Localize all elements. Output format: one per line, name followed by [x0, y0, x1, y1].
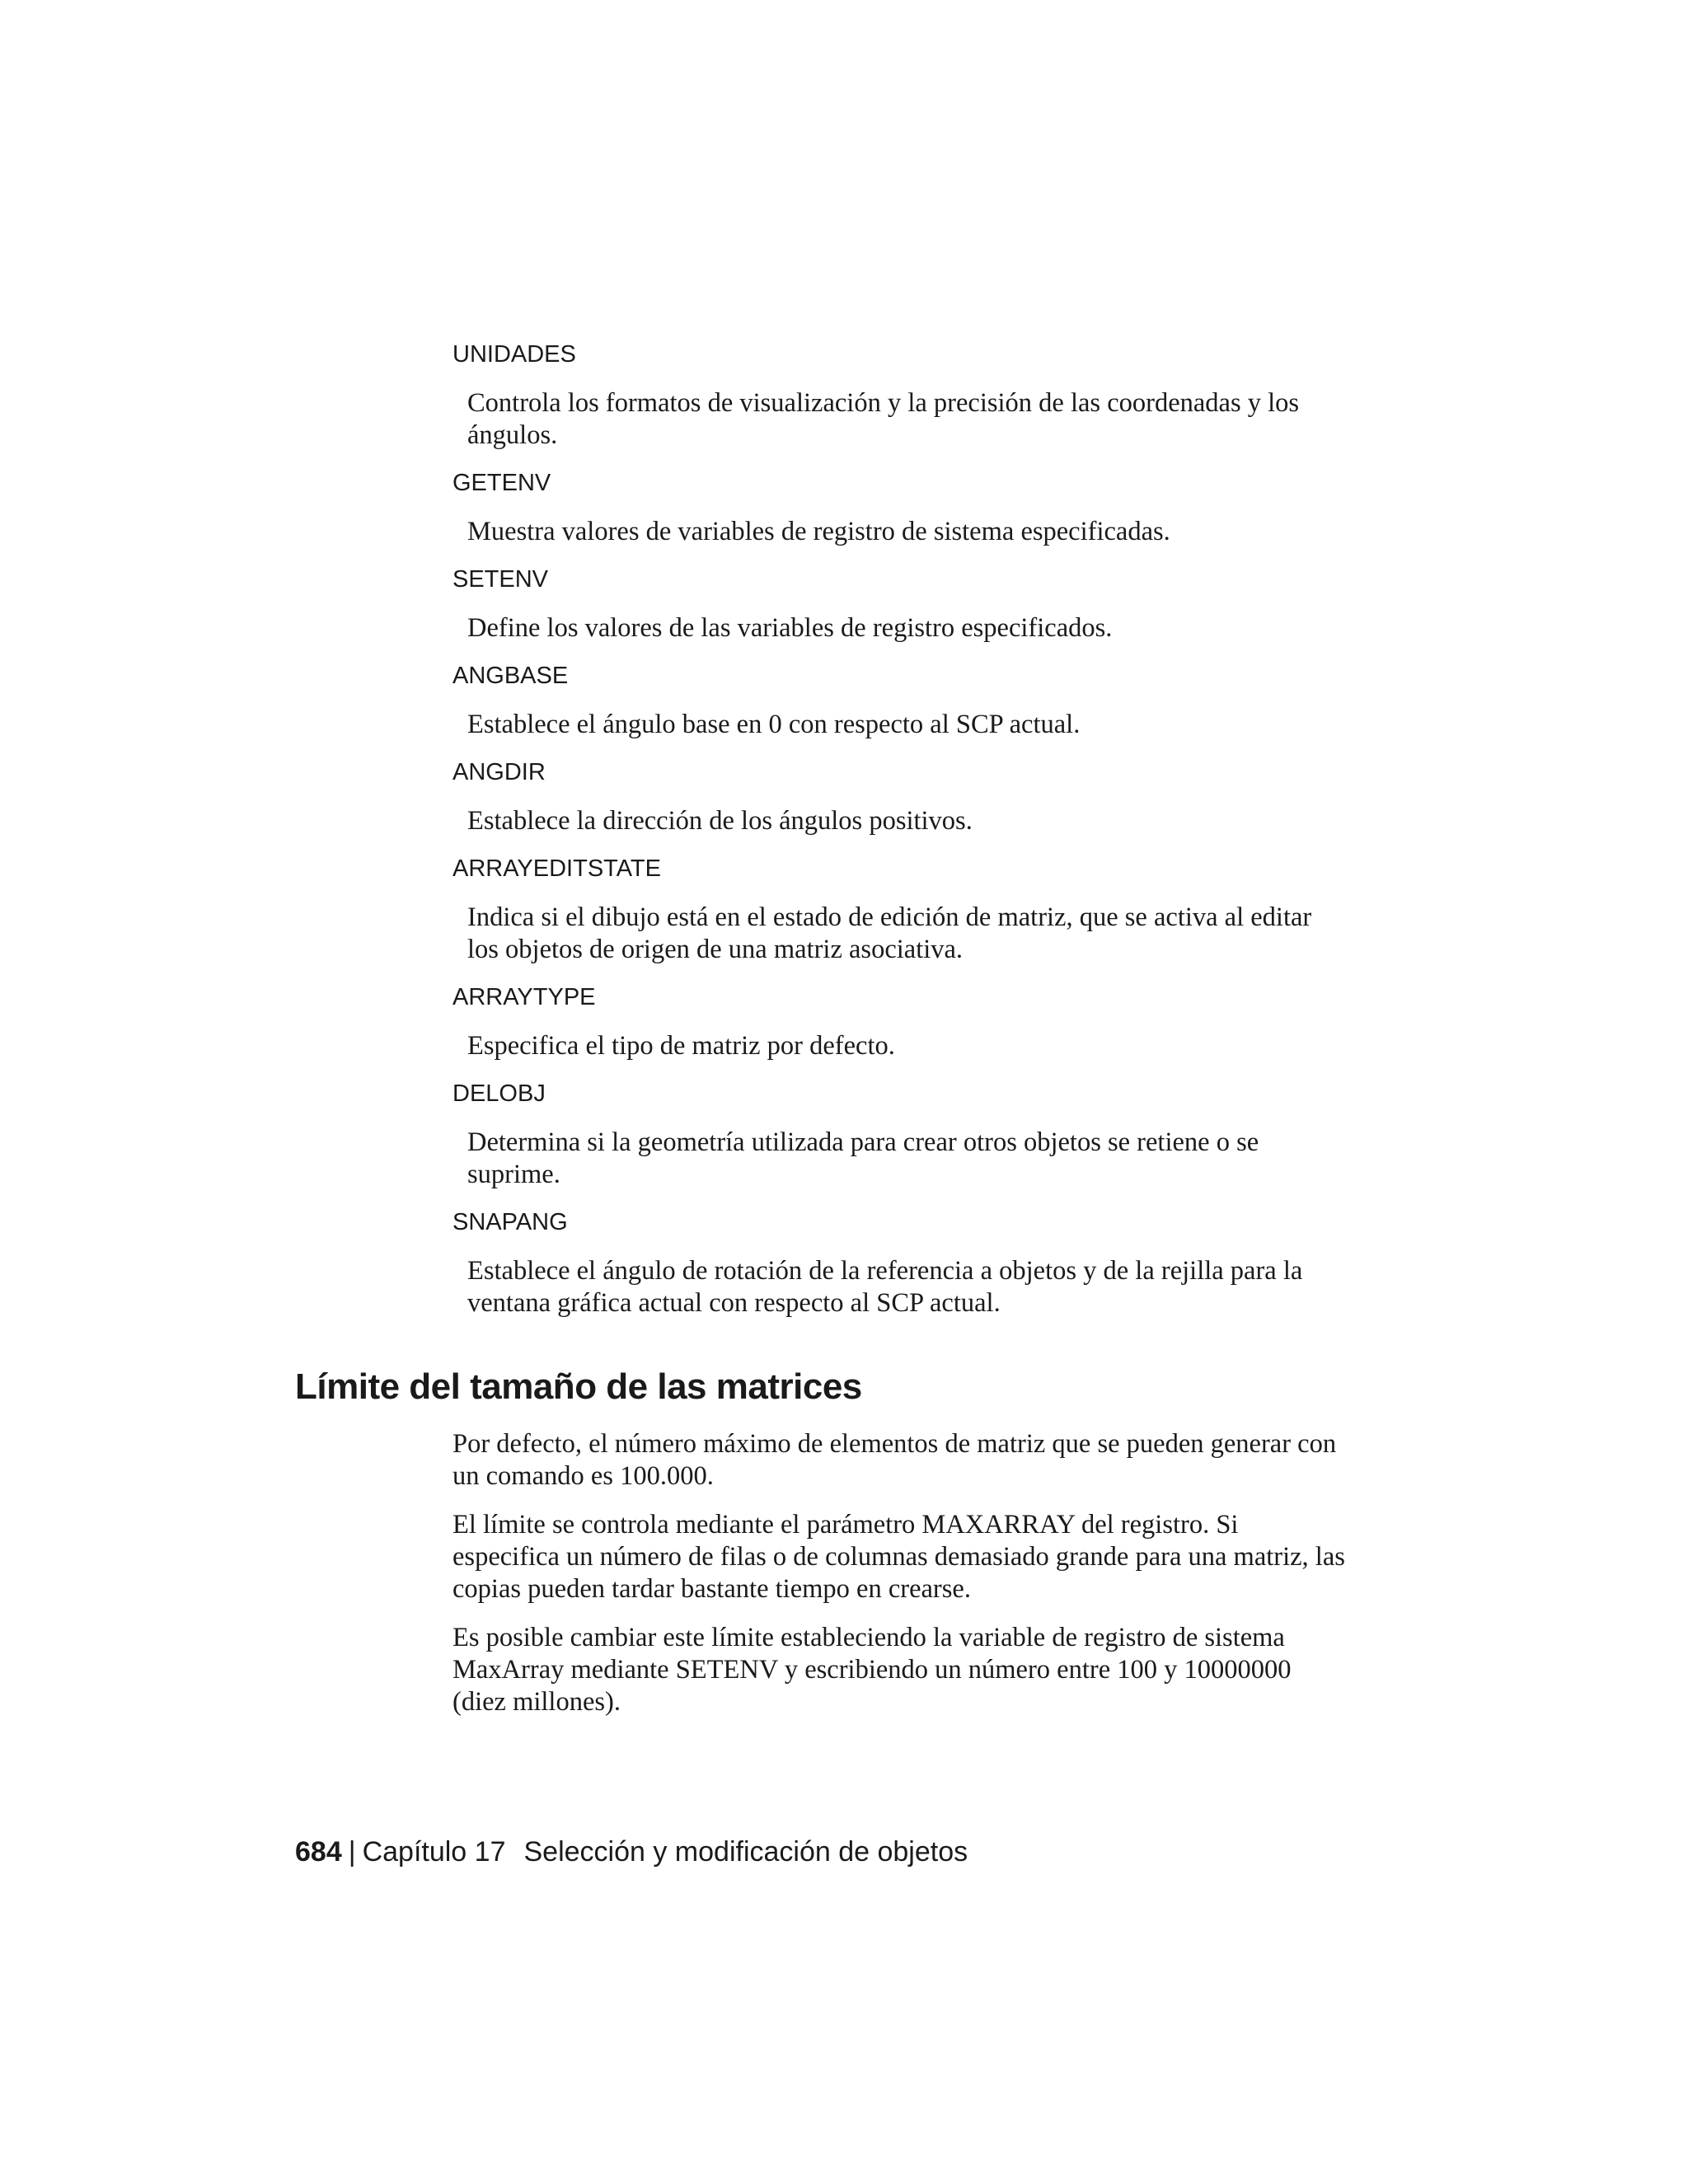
definition-term-getenv: GETENV	[452, 470, 551, 496]
definition-term-delobj: DELOBJ	[452, 1080, 546, 1107]
definition-description-angbase: Establece el ángulo base en 0 con respecto al SCP actual.	[467, 710, 1081, 739]
chapter-title: Selección y modificación de objetos	[523, 1836, 968, 1868]
definition-list	[452, 340, 1343, 1336]
definition-description-angdir: Establece la dirección de los ángulos positivos.	[467, 806, 973, 836]
chapter-label: Capítulo 17	[362, 1836, 506, 1868]
definition-description-snapang: Establece el ángulo de rotación de la referencia a objetos y de la rejilla para la ventana gráfica actual con respecto al SCP actual.	[467, 1256, 1303, 1318]
definition-description-delobj: Determina si la geometría utilizada para crear otros objetos se retiene o se suprime.	[467, 1127, 1259, 1189]
section-paragraph: Por defecto, el número máximo de elementos de matriz que se pueden generar con un comando es 100.000.	[452, 1429, 1337, 1491]
footer-separator: |	[348, 1836, 356, 1868]
definition-term-arraytype: ARRAYTYPE	[452, 984, 596, 1010]
definition-term-snapang: SNAPANG	[452, 1209, 568, 1235]
definition-term-setenv: SETENV	[452, 566, 549, 593]
definition-term-angdir: ANGDIR	[452, 759, 546, 785]
definition-term-arrayeditstate: ARRAYEDITSTATE	[452, 855, 661, 882]
definition-description-unidades: Controla los formatos de visualización y la precisión de las coordenadas y los ángulos.	[467, 388, 1300, 450]
section-body	[452, 1428, 1347, 1735]
definition-description-arraytype: Especifica el tipo de matriz por defecto.	[467, 1031, 895, 1061]
definition-description-getenv: Muestra valores de variables de registro de sistema especificadas.	[467, 517, 1170, 546]
section-paragraph: El límite se controla mediante el parámetro MAXARRAY del registro. Si especifica un número de filas o de columnas demasiado grande para una matriz, las copias pueden tardar bastante tiempo en crearse.	[452, 1510, 1345, 1604]
section-heading: Límite del tamaño de las matrices	[295, 1366, 862, 1407]
definition-description-setenv: Define los valores de las variables de registro especificados.	[467, 613, 1113, 643]
section-paragraph: Es posible cambiar este límite estableciendo la variable de registro de sistema MaxArray mediante SETENV y escribiendo un número entre 100 y 10000000 (diez millones).	[452, 1623, 1292, 1717]
page-number: 684	[295, 1836, 342, 1868]
page-footer	[295, 1834, 968, 1870]
definition-description-arrayeditstate: Indica si el dibujo está en el estado de edición de matriz, que se activa al editar los objetos de origen de una matriz asociativa.	[467, 902, 1312, 964]
definition-term-unidades: UNIDADES	[452, 341, 576, 368]
definition-term-angbase: ANGBASE	[452, 663, 569, 689]
